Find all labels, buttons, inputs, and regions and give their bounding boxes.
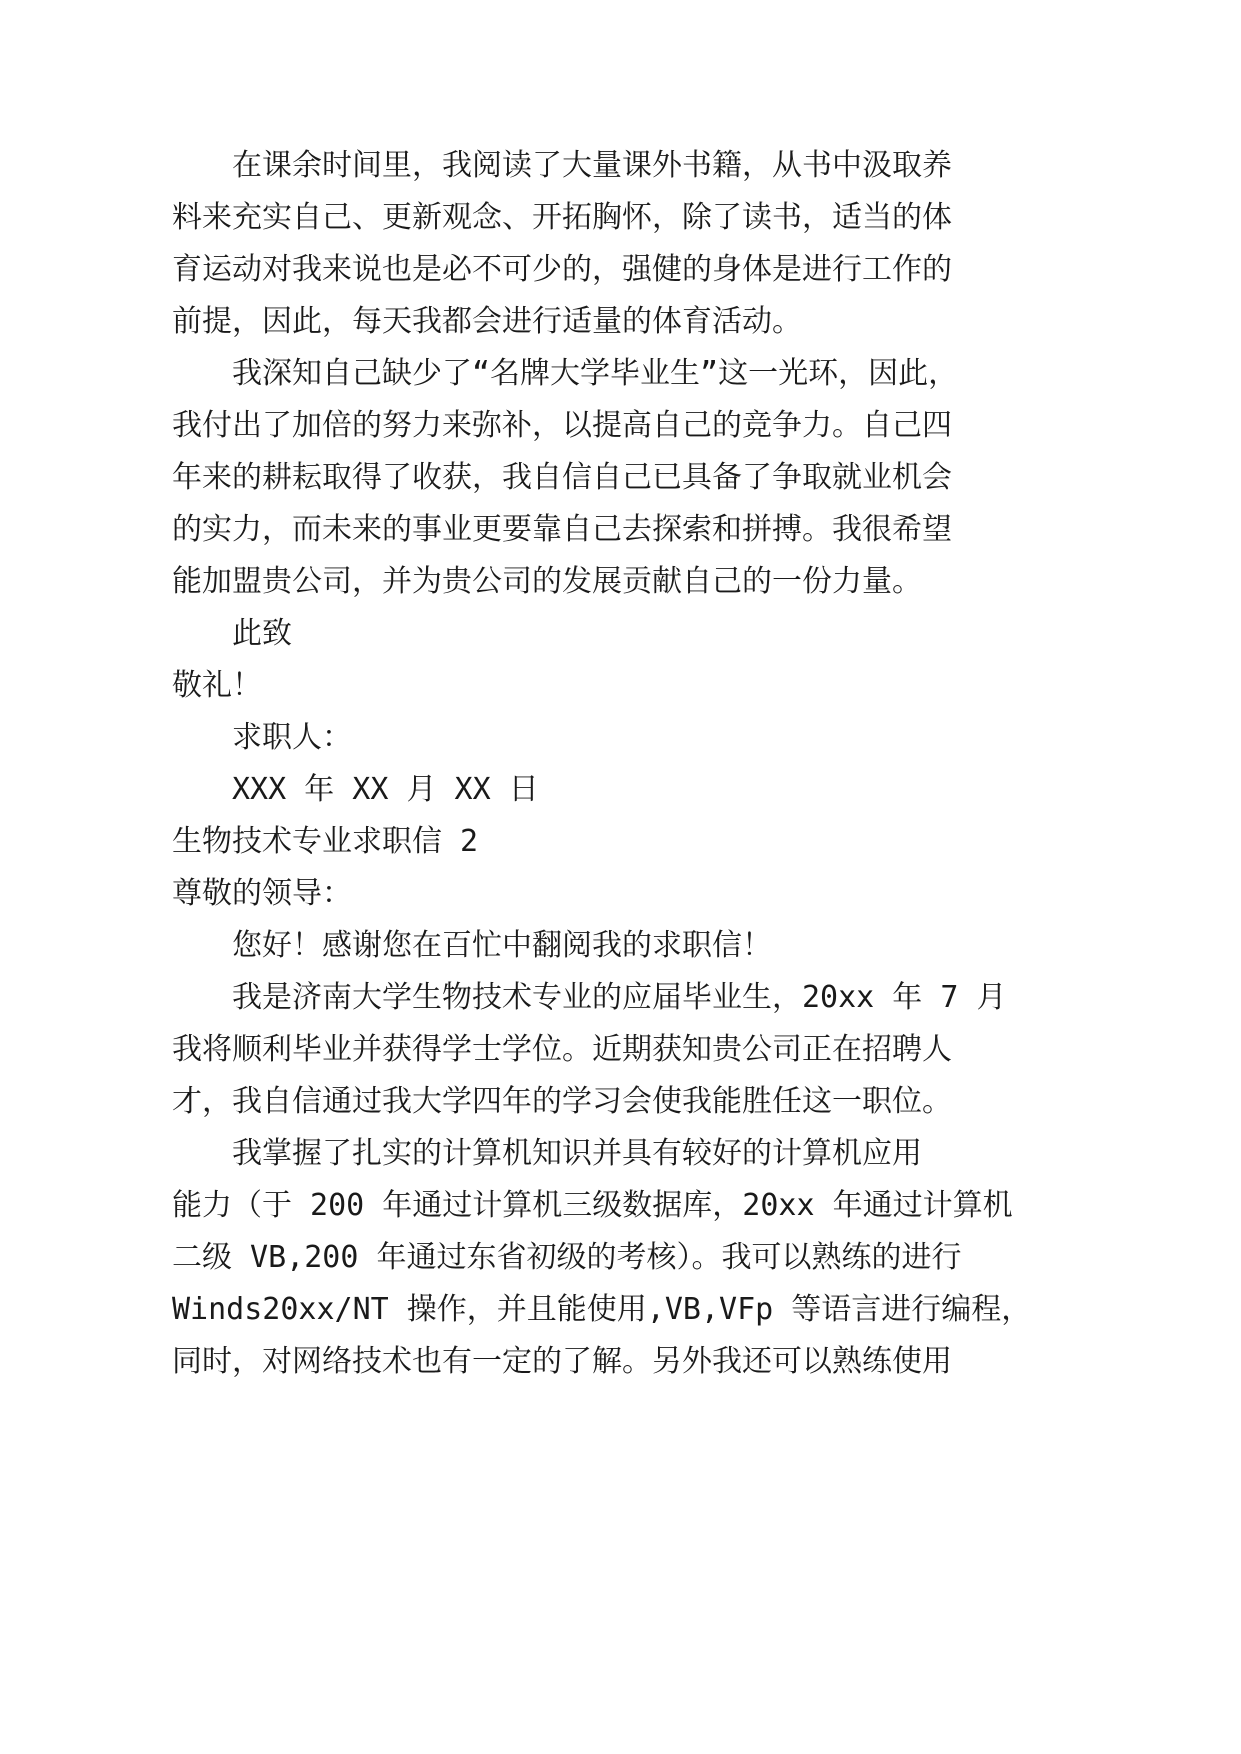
paragraph-line: 您好！感谢您在百忙中翻阅我的求职信！	[232, 928, 772, 963]
greeting-line: 尊敬的领导：	[172, 876, 352, 911]
paragraph-line: 我将顺利毕业并获得学士学位。近期获知贵公司正在招聘人	[172, 1032, 952, 1067]
paragraph-line: 我是济南大学生物技术专业的应届毕业生，20xx 年 7 月	[232, 980, 1007, 1015]
paragraph-line: 我掌握了扎实的计算机知识并具有较好的计算机应用	[232, 1136, 922, 1171]
paragraph-line: 同时，对网络技术也有一定的了解。另外我还可以熟练使用	[172, 1344, 952, 1379]
paragraph-line: 我深知自己缺少了“名牌大学毕业生”这一光环，因此，	[232, 356, 959, 391]
paragraph-line: Winds20xx/NT 操作，并且能使用,VB,VFp 等语言进行编程，	[172, 1292, 1032, 1327]
section-title: 生物技术专业求职信 2	[172, 824, 479, 859]
closing-line: 此致	[232, 616, 292, 651]
paragraph-line: 能力（于 200 年通过计算机三级数据库，20xx 年通过计算机	[172, 1188, 1013, 1223]
paragraph-line: 料来充实自己、更新观念、开拓胸怀，除了读书，适当的体	[172, 200, 952, 235]
paragraph-line: 在课余时间里，我阅读了大量课外书籍，从书中汲取养	[232, 148, 952, 183]
paragraph-line: 我付出了加倍的努力来弥补，以提高自己的竞争力。自己四	[172, 408, 952, 443]
salutation-line: 敬礼！	[172, 668, 262, 703]
paragraph-line: 能加盟贵公司，并为贵公司的发展贡献自己的一份力量。	[172, 564, 922, 599]
date-line: XXX 年 XX 月 XX 日	[232, 772, 539, 807]
paragraph-line: 的实力，而未来的事业更要靠自己去探索和拼搏。我很希望	[172, 512, 952, 547]
paragraph-line: 二级 VB,200 年通过东省初级的考核）。我可以熟练的进行	[172, 1240, 962, 1275]
paragraph-line: 年来的耕耘取得了收获，我自信自己已具备了争取就业机会	[172, 460, 952, 495]
paragraph-line: 前提，因此，每天我都会进行适量的体育活动。	[172, 304, 802, 339]
paragraph-line: 育运动对我来说也是必不可少的，强健的身体是进行工作的	[172, 252, 952, 287]
paragraph-line: 才，我自信通过我大学四年的学习会使我能胜任这一职位。	[172, 1084, 952, 1119]
applicant-line: 求职人：	[232, 720, 352, 755]
